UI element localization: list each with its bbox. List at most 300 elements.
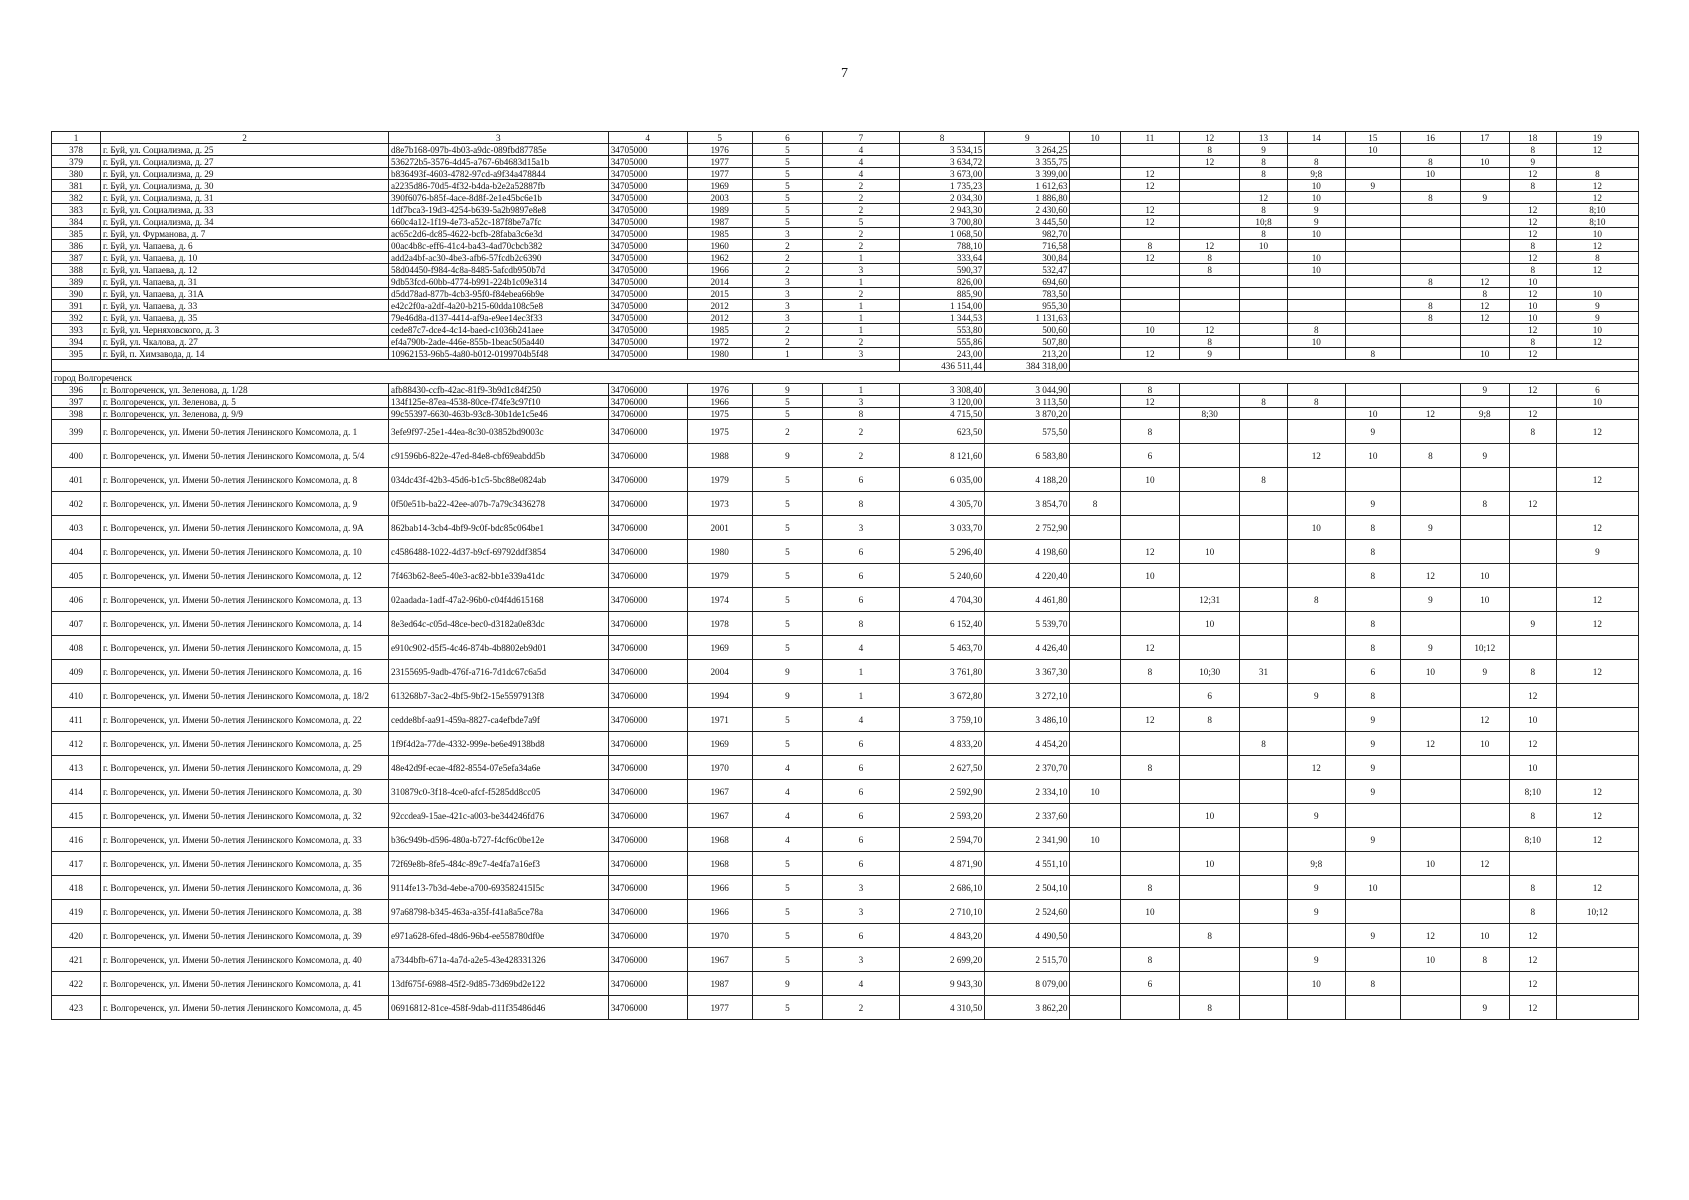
- entrances-cell: 6: [823, 564, 900, 588]
- table-row: [52, 468, 1639, 492]
- col-17-cell: [1460, 900, 1509, 924]
- col-13-cell: 8: [1240, 228, 1288, 240]
- address-cell: г. Волгореченск, ул. Имени 50-летия Ленинского Комсомола, д. 12: [101, 564, 389, 588]
- total-area-cell: 4 715,50: [899, 408, 984, 420]
- living-area-cell: 1 612,63: [985, 180, 1070, 192]
- floors-cell: 3: [752, 312, 822, 324]
- address-cell: г. Волгореченск, ул. Имени 50-летия Ленинского Комсомола, д. 8: [101, 468, 389, 492]
- col-15-cell: [1345, 192, 1400, 204]
- col-12-cell: [1180, 384, 1240, 396]
- col-10-cell: [1070, 516, 1120, 540]
- house-guid-cell: 8e3ed64c-c05d-48ce-bec0-d3182a0e83dc: [389, 612, 609, 636]
- col-13-cell: [1240, 828, 1288, 852]
- col-13-cell: [1240, 408, 1288, 420]
- col-11-cell: [1120, 828, 1180, 852]
- house-guid-cell: 134f125e-87ea-4538-80ce-f74fe3c97f10: [389, 396, 609, 408]
- col-13-cell: 10;8: [1240, 216, 1288, 228]
- oktmo-code-cell: 34705000: [608, 216, 687, 228]
- year-built-cell: 2003: [687, 192, 752, 204]
- address-cell: г. Буй, ул. Чапаева, д. 31: [101, 276, 389, 288]
- floors-cell: 3: [752, 300, 822, 312]
- table-row: [52, 492, 1639, 516]
- year-built-cell: 1974: [687, 588, 752, 612]
- col-13-cell: [1240, 804, 1288, 828]
- entrances-cell: 8: [823, 408, 900, 420]
- total-area-cell: 1 735,23: [899, 180, 984, 192]
- col-13-cell: [1240, 684, 1288, 708]
- col-15-cell: 8: [1345, 540, 1400, 564]
- row-number-cell: 409: [52, 660, 101, 684]
- row-number-cell: 416: [52, 828, 101, 852]
- col-13-cell: [1240, 336, 1288, 348]
- table-row: [52, 216, 1639, 228]
- col-13-cell: [1240, 312, 1288, 324]
- col-13-cell: [1240, 564, 1288, 588]
- house-guid-cell: 13df675f-6988-45f2-9d85-73d69bd2e122: [389, 972, 609, 996]
- year-built-cell: 1966: [687, 264, 752, 276]
- col-18-cell: [1509, 852, 1556, 876]
- col-19-cell: 10: [1556, 228, 1638, 240]
- totals-row: [52, 360, 1639, 372]
- col-15-cell: [1345, 384, 1400, 396]
- total-area-cell: 2 710,10: [899, 900, 984, 924]
- floors-cell: 5: [752, 204, 822, 216]
- col-17-cell: 9: [1460, 660, 1509, 684]
- col-16-cell: [1401, 264, 1461, 276]
- col-14-cell: 9: [1288, 948, 1346, 972]
- col-18-cell: 12: [1509, 168, 1556, 180]
- living-area-cell: 3 272,10: [985, 684, 1070, 708]
- address-cell: г. Волгореченск, ул. Имени 50-летия Ленинского Комсомола, д. 29: [101, 756, 389, 780]
- floors-cell: 9: [752, 444, 822, 468]
- table-row: [52, 564, 1639, 588]
- address-cell: г. Волгореченск, ул. Имени 50-летия Ленинского Комсомола, д. 10: [101, 540, 389, 564]
- col-13-cell: [1240, 852, 1288, 876]
- col-13-cell: 8: [1240, 168, 1288, 180]
- col-12-cell: [1180, 396, 1240, 408]
- living-area-cell: 3 355,75: [985, 156, 1070, 168]
- col-16-cell: 8: [1401, 300, 1461, 312]
- col-13-cell: 10: [1240, 240, 1288, 252]
- col-18-cell: [1509, 516, 1556, 540]
- row-number-cell: 415: [52, 804, 101, 828]
- floors-cell: 5: [752, 396, 822, 408]
- total-area-cell: 1 154,00: [899, 300, 984, 312]
- year-built-cell: 1966: [687, 900, 752, 924]
- living-area-cell: 3 044,90: [985, 384, 1070, 396]
- col-17-cell: 12: [1460, 312, 1509, 324]
- table-row: [52, 300, 1639, 312]
- house-guid-cell: 862bab14-3cb4-4bf9-9c0f-bdc85c064be1: [389, 516, 609, 540]
- total-area-cell: 788,10: [899, 240, 984, 252]
- address-cell: г. Волгореченск, ул. Зеленова, д. 5: [101, 396, 389, 408]
- col-15-cell: 9: [1345, 780, 1400, 804]
- floors-cell: 5: [752, 468, 822, 492]
- col-11-cell: 10: [1120, 900, 1180, 924]
- col-19-cell: [1556, 564, 1638, 588]
- house-guid-cell: 48e42d9f-ecae-4f82-8554-07e5efa34a6e: [389, 756, 609, 780]
- col-14-cell: 8: [1288, 588, 1346, 612]
- col-19-cell: [1556, 948, 1638, 972]
- col-11-cell: [1120, 804, 1180, 828]
- address-cell: г. Буй, ул. Чапаева, д. 35: [101, 312, 389, 324]
- entrances-cell: 2: [823, 180, 900, 192]
- col-14-cell: [1288, 288, 1346, 300]
- col-17-cell: [1460, 144, 1509, 156]
- col-19-cell: 12: [1556, 804, 1638, 828]
- col-13-cell: [1240, 384, 1288, 396]
- totals-spacer: [52, 360, 900, 372]
- col-12-cell: 9: [1180, 348, 1240, 360]
- col-13-cell: [1240, 756, 1288, 780]
- living-area-cell: 3 870,20: [985, 408, 1070, 420]
- col-11-cell: 12: [1120, 348, 1180, 360]
- col-13-cell: [1240, 516, 1288, 540]
- column-number-header: 4: [608, 132, 687, 144]
- col-15-cell: [1345, 156, 1400, 168]
- year-built-cell: 1975: [687, 408, 752, 420]
- col-17-cell: [1460, 228, 1509, 240]
- living-area-cell: 532,47: [985, 264, 1070, 276]
- year-built-cell: 1976: [687, 144, 752, 156]
- year-built-cell: 1979: [687, 564, 752, 588]
- living-area-cell: 2 504,10: [985, 876, 1070, 900]
- living-area-cell: 500,60: [985, 324, 1070, 336]
- col-10-cell: [1070, 168, 1120, 180]
- column-number-header: 2: [101, 132, 389, 144]
- row-number-cell: 384: [52, 216, 101, 228]
- col-19-cell: 12: [1556, 192, 1638, 204]
- entrances-cell: 1: [823, 660, 900, 684]
- col-14-cell: [1288, 564, 1346, 588]
- oktmo-code-cell: 34706000: [608, 780, 687, 804]
- col-17-cell: 9: [1460, 444, 1509, 468]
- oktmo-code-cell: 34706000: [608, 708, 687, 732]
- year-built-cell: 1980: [687, 540, 752, 564]
- oktmo-code-cell: 34706000: [608, 468, 687, 492]
- col-16-cell: [1401, 144, 1461, 156]
- entrances-cell: 1: [823, 684, 900, 708]
- col-12-cell: [1180, 420, 1240, 444]
- oktmo-code-cell: 34706000: [608, 408, 687, 420]
- entrances-cell: 6: [823, 852, 900, 876]
- col-14-cell: 8: [1288, 396, 1346, 408]
- col-11-cell: [1120, 156, 1180, 168]
- col-10-cell: [1070, 180, 1120, 192]
- col-10-cell: [1070, 732, 1120, 756]
- column-number-header: 7: [823, 132, 900, 144]
- house-guid-cell: 23155695-9adb-476f-a716-7d1dc67c6a5d: [389, 660, 609, 684]
- address-cell: г. Волгореченск, ул. Имени 50-летия Ленинского Комсомола, д. 16: [101, 660, 389, 684]
- col-15-cell: 10: [1345, 444, 1400, 468]
- col-13-cell: [1240, 900, 1288, 924]
- address-cell: г. Буй, ул. Социализма, д. 27: [101, 156, 389, 168]
- row-number-cell: 386: [52, 240, 101, 252]
- total-area-cell: 6 035,00: [899, 468, 984, 492]
- house-guid-cell: ac65c2d6-dc85-4622-bcfb-28faba3c6e3d: [389, 228, 609, 240]
- col-10-cell: [1070, 348, 1120, 360]
- col-17-cell: [1460, 516, 1509, 540]
- year-built-cell: 1968: [687, 852, 752, 876]
- col-12-cell: [1180, 180, 1240, 192]
- total-area-cell: 555,86: [899, 336, 984, 348]
- col-16-cell: [1401, 336, 1461, 348]
- oktmo-code-cell: 34706000: [608, 684, 687, 708]
- col-11-cell: [1120, 336, 1180, 348]
- floors-cell: 4: [752, 804, 822, 828]
- year-built-cell: 2014: [687, 276, 752, 288]
- col-19-cell: [1556, 276, 1638, 288]
- col-15-cell: 8: [1345, 636, 1400, 660]
- col-19-cell: 6: [1556, 384, 1638, 396]
- total-area-cell: 3 534,15: [899, 144, 984, 156]
- total-area-cell: 885,90: [899, 288, 984, 300]
- house-guid-cell: 536272b5-3576-4d45-a767-6b4683d15a1b: [389, 156, 609, 168]
- entrances-cell: 3: [823, 396, 900, 408]
- col-14-cell: [1288, 660, 1346, 684]
- row-number-cell: 379: [52, 156, 101, 168]
- address-cell: г. Волгореченск, ул. Имени 50-летия Ленинского Комсомола, д. 36: [101, 876, 389, 900]
- floors-cell: 2: [752, 420, 822, 444]
- col-11-cell: [1120, 924, 1180, 948]
- col-12-cell: 8: [1180, 264, 1240, 276]
- col-13-cell: [1240, 180, 1288, 192]
- col-14-cell: 10: [1288, 516, 1346, 540]
- col-12-cell: [1180, 948, 1240, 972]
- house-guid-cell: d5dd78ad-877b-4cb3-95f0-f84ebea66b9e: [389, 288, 609, 300]
- col-15-cell: [1345, 900, 1400, 924]
- total-area-cell: 9 943,30: [899, 972, 984, 996]
- col-16-cell: [1401, 804, 1461, 828]
- living-area-cell: 3 486,10: [985, 708, 1070, 732]
- address-cell: г. Волгореченск, ул. Имени 50-летия Ленинского Комсомола, д. 13: [101, 588, 389, 612]
- row-number-cell: 387: [52, 252, 101, 264]
- col-18-cell: [1509, 192, 1556, 204]
- house-guid-cell: ef4a790b-2ade-446e-855b-1beac505a440: [389, 336, 609, 348]
- col-10-cell: [1070, 252, 1120, 264]
- oktmo-code-cell: 34706000: [608, 828, 687, 852]
- col-15-cell: [1345, 204, 1400, 216]
- oktmo-code-cell: 34705000: [608, 336, 687, 348]
- floors-cell: 5: [752, 948, 822, 972]
- house-guid-cell: a2235d86-70d5-4f32-b4da-b2e2a52887fb: [389, 180, 609, 192]
- house-guid-cell: 97a68798-b345-463a-a35f-f41a8a5ce78a: [389, 900, 609, 924]
- col-17-cell: [1460, 324, 1509, 336]
- house-guid-cell: 1df7bca3-19d3-4254-b639-5a2b9897e8e8: [389, 204, 609, 216]
- oktmo-code-cell: 34706000: [608, 612, 687, 636]
- col-11-cell: 10: [1120, 324, 1180, 336]
- col-14-cell: 9: [1288, 216, 1346, 228]
- col-14-cell: [1288, 732, 1346, 756]
- col-18-cell: [1509, 564, 1556, 588]
- table-row: [52, 828, 1639, 852]
- year-built-cell: 1980: [687, 348, 752, 360]
- col-18-cell: 8: [1509, 804, 1556, 828]
- house-guid-cell: 79e46d8a-d137-4414-af9a-e9ee14ec3f33: [389, 312, 609, 324]
- col-12-cell: [1180, 288, 1240, 300]
- year-built-cell: 1967: [687, 948, 752, 972]
- col-12-cell: [1180, 972, 1240, 996]
- page-number: 7: [841, 66, 848, 81]
- table-row: [52, 168, 1639, 180]
- col-10-cell: [1070, 612, 1120, 636]
- house-guid-cell: 06916812-81ce-458f-9dab-d11f35486d46: [389, 996, 609, 1020]
- col-11-cell: 12: [1120, 708, 1180, 732]
- col-15-cell: 6: [1345, 660, 1400, 684]
- living-area-cell: 3 399,00: [985, 168, 1070, 180]
- col-16-cell: [1401, 348, 1461, 360]
- row-number-cell: 407: [52, 612, 101, 636]
- total-area-cell: 2 034,30: [899, 192, 984, 204]
- col-14-cell: [1288, 408, 1346, 420]
- col-19-cell: 12: [1556, 876, 1638, 900]
- col-10-cell: [1070, 588, 1120, 612]
- col-16-cell: [1401, 288, 1461, 300]
- living-area-cell: 3 862,20: [985, 996, 1070, 1020]
- col-11-cell: [1120, 996, 1180, 1020]
- row-number-cell: 395: [52, 348, 101, 360]
- row-number-cell: 404: [52, 540, 101, 564]
- col-14-cell: [1288, 348, 1346, 360]
- col-12-cell: 6: [1180, 684, 1240, 708]
- table-row: [52, 972, 1639, 996]
- year-built-cell: 1967: [687, 804, 752, 828]
- col-16-cell: [1401, 708, 1461, 732]
- col-12-cell: 8: [1180, 924, 1240, 948]
- address-cell: г. Буй, ул. Социализма, д. 31: [101, 192, 389, 204]
- table-row: [52, 324, 1639, 336]
- col-19-cell: 10;12: [1556, 900, 1638, 924]
- col-17-cell: [1460, 540, 1509, 564]
- col-10-cell: [1070, 948, 1120, 972]
- house-guid-cell: 9114fe13-7b3d-4ebe-a700-693582415I5c: [389, 876, 609, 900]
- living-area-cell: 3 113,50: [985, 396, 1070, 408]
- entrances-cell: 2: [823, 996, 900, 1020]
- row-number-cell: 405: [52, 564, 101, 588]
- col-11-cell: 8: [1120, 384, 1180, 396]
- row-number-cell: 411: [52, 708, 101, 732]
- col-18-cell: 8: [1509, 900, 1556, 924]
- col-10-cell: [1070, 444, 1120, 468]
- col-15-cell: 10: [1345, 876, 1400, 900]
- col-17-cell: [1460, 336, 1509, 348]
- entrances-cell: 1: [823, 276, 900, 288]
- housing-table: [51, 131, 1639, 1020]
- floors-cell: 5: [752, 192, 822, 204]
- table-row: [52, 756, 1639, 780]
- col-18-cell: 8: [1509, 876, 1556, 900]
- col-11-cell: 8: [1120, 420, 1180, 444]
- col-15-cell: [1345, 300, 1400, 312]
- entrances-cell: 2: [823, 420, 900, 444]
- living-area-cell: 2 370,70: [985, 756, 1070, 780]
- col-18-cell: 12: [1509, 384, 1556, 396]
- entrances-cell: 6: [823, 828, 900, 852]
- col-15-cell: [1345, 168, 1400, 180]
- col-16-cell: [1401, 216, 1461, 228]
- total-area-sum: 436 511,44: [899, 360, 984, 372]
- floors-cell: 4: [752, 780, 822, 804]
- col-19-cell: [1556, 348, 1638, 360]
- living-area-cell: 783,50: [985, 288, 1070, 300]
- address-cell: г. Волгореченск, ул. Имени 50-летия Ленинского Комсомола, д. 18/2: [101, 684, 389, 708]
- col-16-cell: 10: [1401, 168, 1461, 180]
- col-18-cell: 12: [1509, 216, 1556, 228]
- oktmo-code-cell: 34705000: [608, 240, 687, 252]
- floors-cell: 9: [752, 660, 822, 684]
- col-11-cell: [1120, 300, 1180, 312]
- col-13-cell: 8: [1240, 156, 1288, 168]
- floors-cell: 5: [752, 516, 822, 540]
- row-number-cell: 417: [52, 852, 101, 876]
- table-row: [52, 204, 1639, 216]
- table-row: [52, 444, 1639, 468]
- row-number-cell: 388: [52, 264, 101, 276]
- col-13-cell: [1240, 996, 1288, 1020]
- col-11-cell: [1120, 264, 1180, 276]
- column-number-header: 6: [752, 132, 822, 144]
- col-15-cell: [1345, 264, 1400, 276]
- col-12-cell: [1180, 492, 1240, 516]
- col-15-cell: 8: [1345, 972, 1400, 996]
- floors-cell: 2: [752, 252, 822, 264]
- col-13-cell: [1240, 876, 1288, 900]
- table-row: [52, 900, 1639, 924]
- col-10-cell: [1070, 192, 1120, 204]
- entrances-cell: 6: [823, 588, 900, 612]
- entrances-cell: 1: [823, 300, 900, 312]
- col-10-cell: 10: [1070, 780, 1120, 804]
- oktmo-code-cell: 34705000: [608, 276, 687, 288]
- col-13-cell: [1240, 588, 1288, 612]
- oktmo-code-cell: 34706000: [608, 756, 687, 780]
- col-11-cell: [1120, 516, 1180, 540]
- house-guid-cell: 72f69e8b-8fe5-484c-89c7-4e4fa7a16ef3: [389, 852, 609, 876]
- col-14-cell: 10: [1288, 228, 1346, 240]
- col-13-cell: 9: [1240, 144, 1288, 156]
- col-19-cell: [1556, 924, 1638, 948]
- col-14-cell: 10: [1288, 180, 1346, 192]
- col-17-cell: 9: [1460, 996, 1509, 1020]
- column-number-header: 8: [899, 132, 984, 144]
- col-14-cell: 10: [1288, 192, 1346, 204]
- table-row: [52, 348, 1639, 360]
- col-11-cell: 12: [1120, 252, 1180, 264]
- entrances-cell: 1: [823, 252, 900, 264]
- col-16-cell: [1401, 492, 1461, 516]
- address-cell: г. Волгореченск, ул. Имени 50-летия Ленинского Комсомола, д. 9: [101, 492, 389, 516]
- address-cell: г. Волгореченск, ул. Имени 50-летия Ленинского Комсомола, д. 14: [101, 612, 389, 636]
- col-11-cell: [1120, 612, 1180, 636]
- oktmo-code-cell: 34705000: [608, 228, 687, 240]
- col-18-cell: 12: [1509, 348, 1556, 360]
- entrances-cell: 6: [823, 780, 900, 804]
- table-row: [52, 996, 1639, 1020]
- floors-cell: 5: [752, 156, 822, 168]
- row-number-cell: 392: [52, 312, 101, 324]
- col-17-cell: 9: [1460, 192, 1509, 204]
- col-10-cell: [1070, 660, 1120, 684]
- col-17-cell: 9;8: [1460, 408, 1509, 420]
- col-14-cell: 10: [1288, 252, 1346, 264]
- house-guid-cell: 58d04450-f984-4c8a-8485-5afcdb950b7d: [389, 264, 609, 276]
- col-18-cell: 8;10: [1509, 780, 1556, 804]
- table-row: [52, 312, 1639, 324]
- col-16-cell: [1401, 228, 1461, 240]
- column-number-header: 9: [985, 132, 1070, 144]
- col-19-cell: [1556, 636, 1638, 660]
- entrances-cell: 8: [823, 492, 900, 516]
